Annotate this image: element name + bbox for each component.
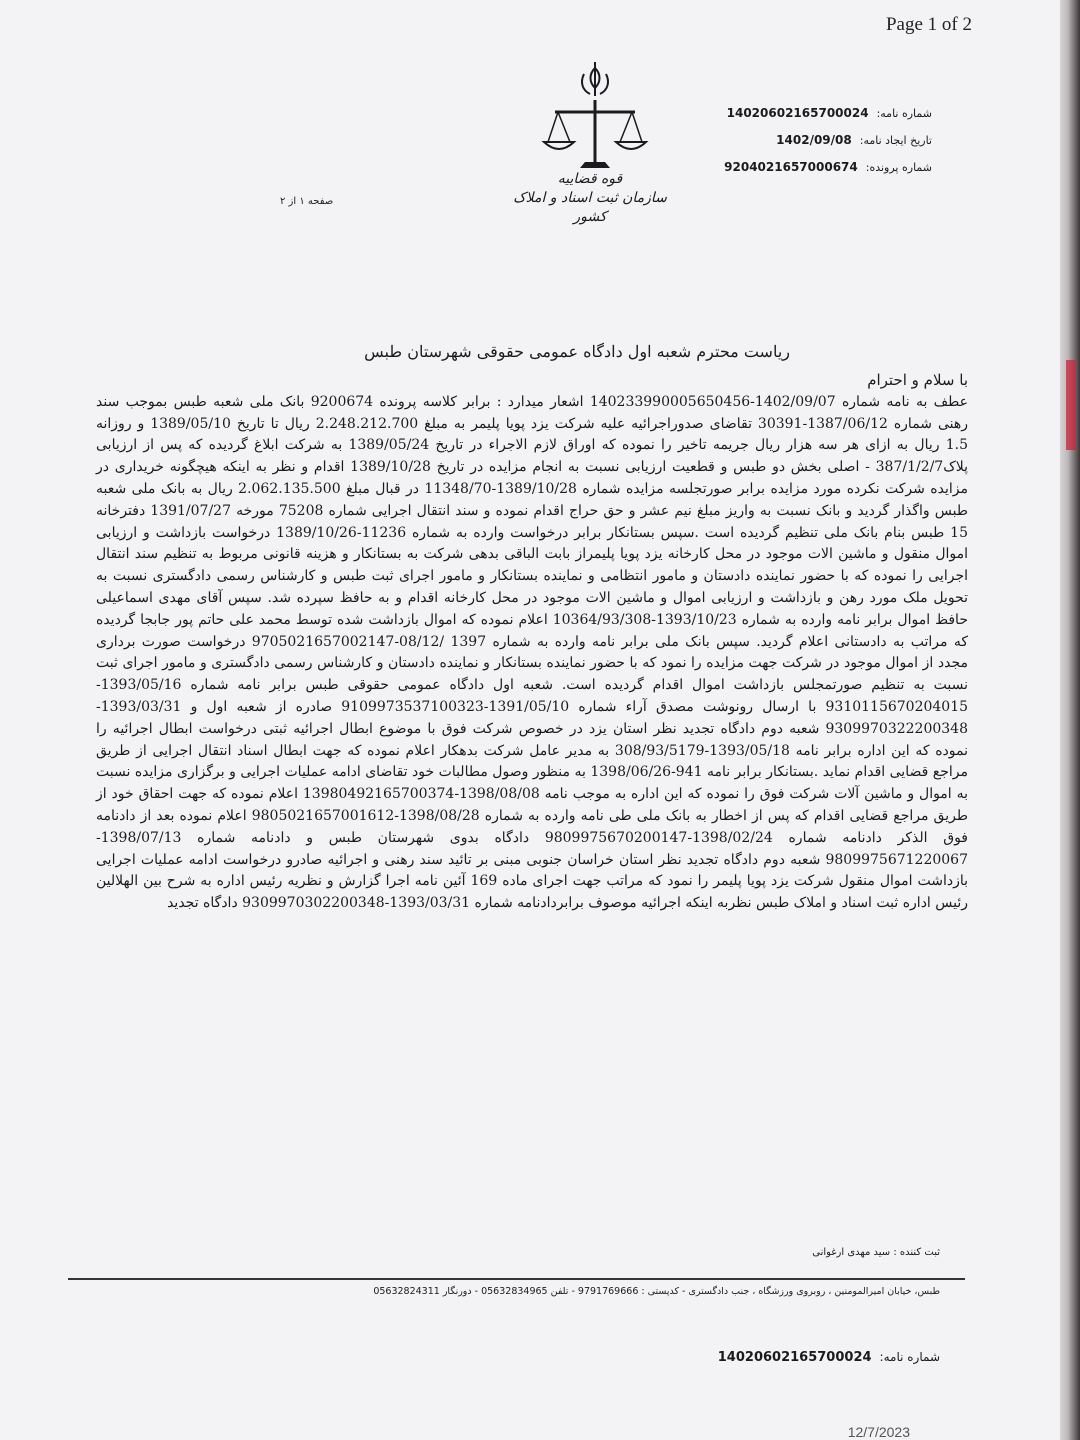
footer-address: طبس، خیابان امیرالمومنین ، روبروی ورزشگاه ، جنب دادگستری - کدپستی : 9791769666 - تلفن 05632834965 - دورنگار 05632824311: [373, 1286, 940, 1297]
signed-by: ثبت کننده : سید مهدی ارغوانی: [812, 1247, 940, 1258]
organization-line-1: قوه قضاییه: [557, 171, 623, 187]
judiciary-emblem-icon: [540, 60, 650, 180]
page-indicator: Page 1 of 2: [885, 14, 972, 35]
meta-letter-number: شماره نامه:14020602165700024: [726, 106, 932, 120]
organization-line-2: سازمان ثبت اسناد و املاک کشور: [513, 189, 667, 225]
letter-meta: [724, 100, 932, 181]
footer-letter-number: شماره نامه:14020602165700024: [717, 1350, 940, 1365]
footer-divider: [68, 1278, 965, 1280]
letter-body: [96, 370, 968, 915]
body-text: عطف به نامه شماره 1402/09/07-140233990005650456 اشعار میدارد : برابر کلاسه پرونده 9200674 بانک ملی شعبه طبس بموجب سند رهنی شماره 1387/06/12-30391 تقاضای صدوراجرائیه علیه شرکت یزد پویا پلیمر به مبلغ 2.248.212.700 ریال تا تاریخ 1389/05/10 و روزانه 1.5 ریال به ازای هر سه هزار ریال جریمه تاخیر را نموده که اوراق لازم الاجراء در تاریخ 1389/05/24 به شرکت ابلاغ گردیده که پس از ارزیابی پلاک387/1/2/7 - اصلی بخش دو طبس و قطعیت ارزیابی نسبت به انجام مزایده در تاریخ 1389/10/28 اقدام و نظر به اینکه هیچگونه خریداری در مزایده شرکت نکرده مورد مزایده برابر صورتجلسه مزایده شماره 1389/10/28-11348/70 در قبال مبلغ 2.062.135.500 ریال به بانک ملی شعبه طبس واگذار گردید و بانک نسبت به واریز مبلغ نیم عشر و حق حراج اقدام نموده و سند انتقال اجرایی شماره 75208 مورخه 1391/07/27 دفترخانه 15 طبس بنام بانک ملی تنظیم گردیده است .سپس بستانکار برابر درخواست وارده به شماره 11236-1389/10/26 درخواست بازداشت و ارزیابی اموال منقول و ماشین الات موجود در محل کارخانه یزد پویا پلیمراز بابت الباقی بدهی شرکت به بستانکار و هزینه قانونی مربوط به تنظیم سند انتقال اجرایی را نموده که با حضور نماینده دادستان و مامور انتظامی و نماینده بستانکار و مامور اجرای ثبت طبس و کارشناس رسمی دادگستری نسبت به تحویل ملک مورد رهن و بازداشت و ارزیابی اموال و ماشین الات موجود در محل کارخانه اقدام و به حافظ سپرده شد. سپس آقای مهدی اسماعیلی حافظ اموال برابر نامه وارده به شماره 1393/10/23-10364/93/308 اعلام نموده که اموال بازداشت شده توسط محمد علی حاتم پور جابجا گردیده که مراتب به دادستانی اعلام گردید. سپس بانک ملی برابر نامه وارده به شماره 1397 /08/12-9705021657002147 درخواست صورت برداری مجدد از اموال موجود در شرکت جهت مزایده را نمود که با حضور نماینده بستانکار و نماینده دادستان و کارشناس رسمی دادگستری و مامور اجرای ثبت نسبت به تنظیم صورتمجلس بازداشت اموال اقدام گردیده است. شعبه اول دادگاه عمومی حقوقی طبس برابر نامه شماره 1393/05/16-9310115670204015 با ارسال رونوشت مصدق آراء شماره 1391/05/10-9109973537100323 صادره از شعبه اول و 1393/03/31-9309970322200348 شعبه دوم دادگاه تجدید نظر استان یزد در خصوص شرکت فوق با موضوع ابطال اجرائیه ثبتی درخواست ابطال اجرائیه را نموده که این اداره برابر نامه 1393/05/18-308/93/5179 به مدیر عامل شرکت بدهکار اعلام نموده که جهت ابطال اسناد انتقال اجرایی از طریق مراجع قضایی اقدام نماید .بستانکار برابر نامه 941-1398/06/26 به منظور وصول مطالبات خود تقاضای ادامه عملیات اجرایی و برگزاری مزایده نسبت به اموال و ماشین آلات شرکت فوق را نموده که این اداره به موجب نامه 1398/08/08-13980492165700374 اعلام نموده که جهت احقاق خود از طریق مراجع قضایی اقدام که پس از اخطار به بانک ملی طی نامه وارده به شماره 1398/08/28-9805021657001612 اعلام نموده بعد از دادنامه فوق الذکر دادنامه شماره 1398/02/24-9809975670200147 دادگاه بدوی شهرستان طبس و دادنامه شماره 1398/07/13-9809975671220067 شعبه دوم دادگاه تجدید نظر استان خراسان جنوبی مبنی بر تائید سند رهنی و اجرائیه صادرو درخواست ادامه عملیات اجرایی بازداشت اموال منقول شرکت یزد پویا پلیمر را نمود که مراتب جهت اجرای ماده 169 آئین نامه اجرا گزارش و نظریه رئیس اداره به شرح بین الهلالین رئیس اداره ثبت اسناد و املاک طبس نظربه اینکه اجرائیه موصوف برابردادنامه شماره 1393/03/31-9309970302200348 دادگاه تجدید: [96, 393, 969, 912]
background-red-object: [1066, 360, 1076, 450]
greeting: با سلام و احترام: [867, 371, 968, 389]
organization-title: [505, 170, 675, 227]
background-edge: [1060, 0, 1080, 1440]
bottom-date: 12/7/2023: [847, 1424, 910, 1440]
sheet-label: صفحه ۱ از ۲: [280, 196, 334, 207]
addressee: ریاست محترم شعبه اول دادگاه عمومی حقوقی شهرستان طبس: [364, 342, 790, 361]
meta-created-date: تاریخ ایجاد نامه:1402/09/08: [776, 133, 932, 147]
meta-case-number: شماره پرونده:9204021657000674: [724, 160, 932, 174]
